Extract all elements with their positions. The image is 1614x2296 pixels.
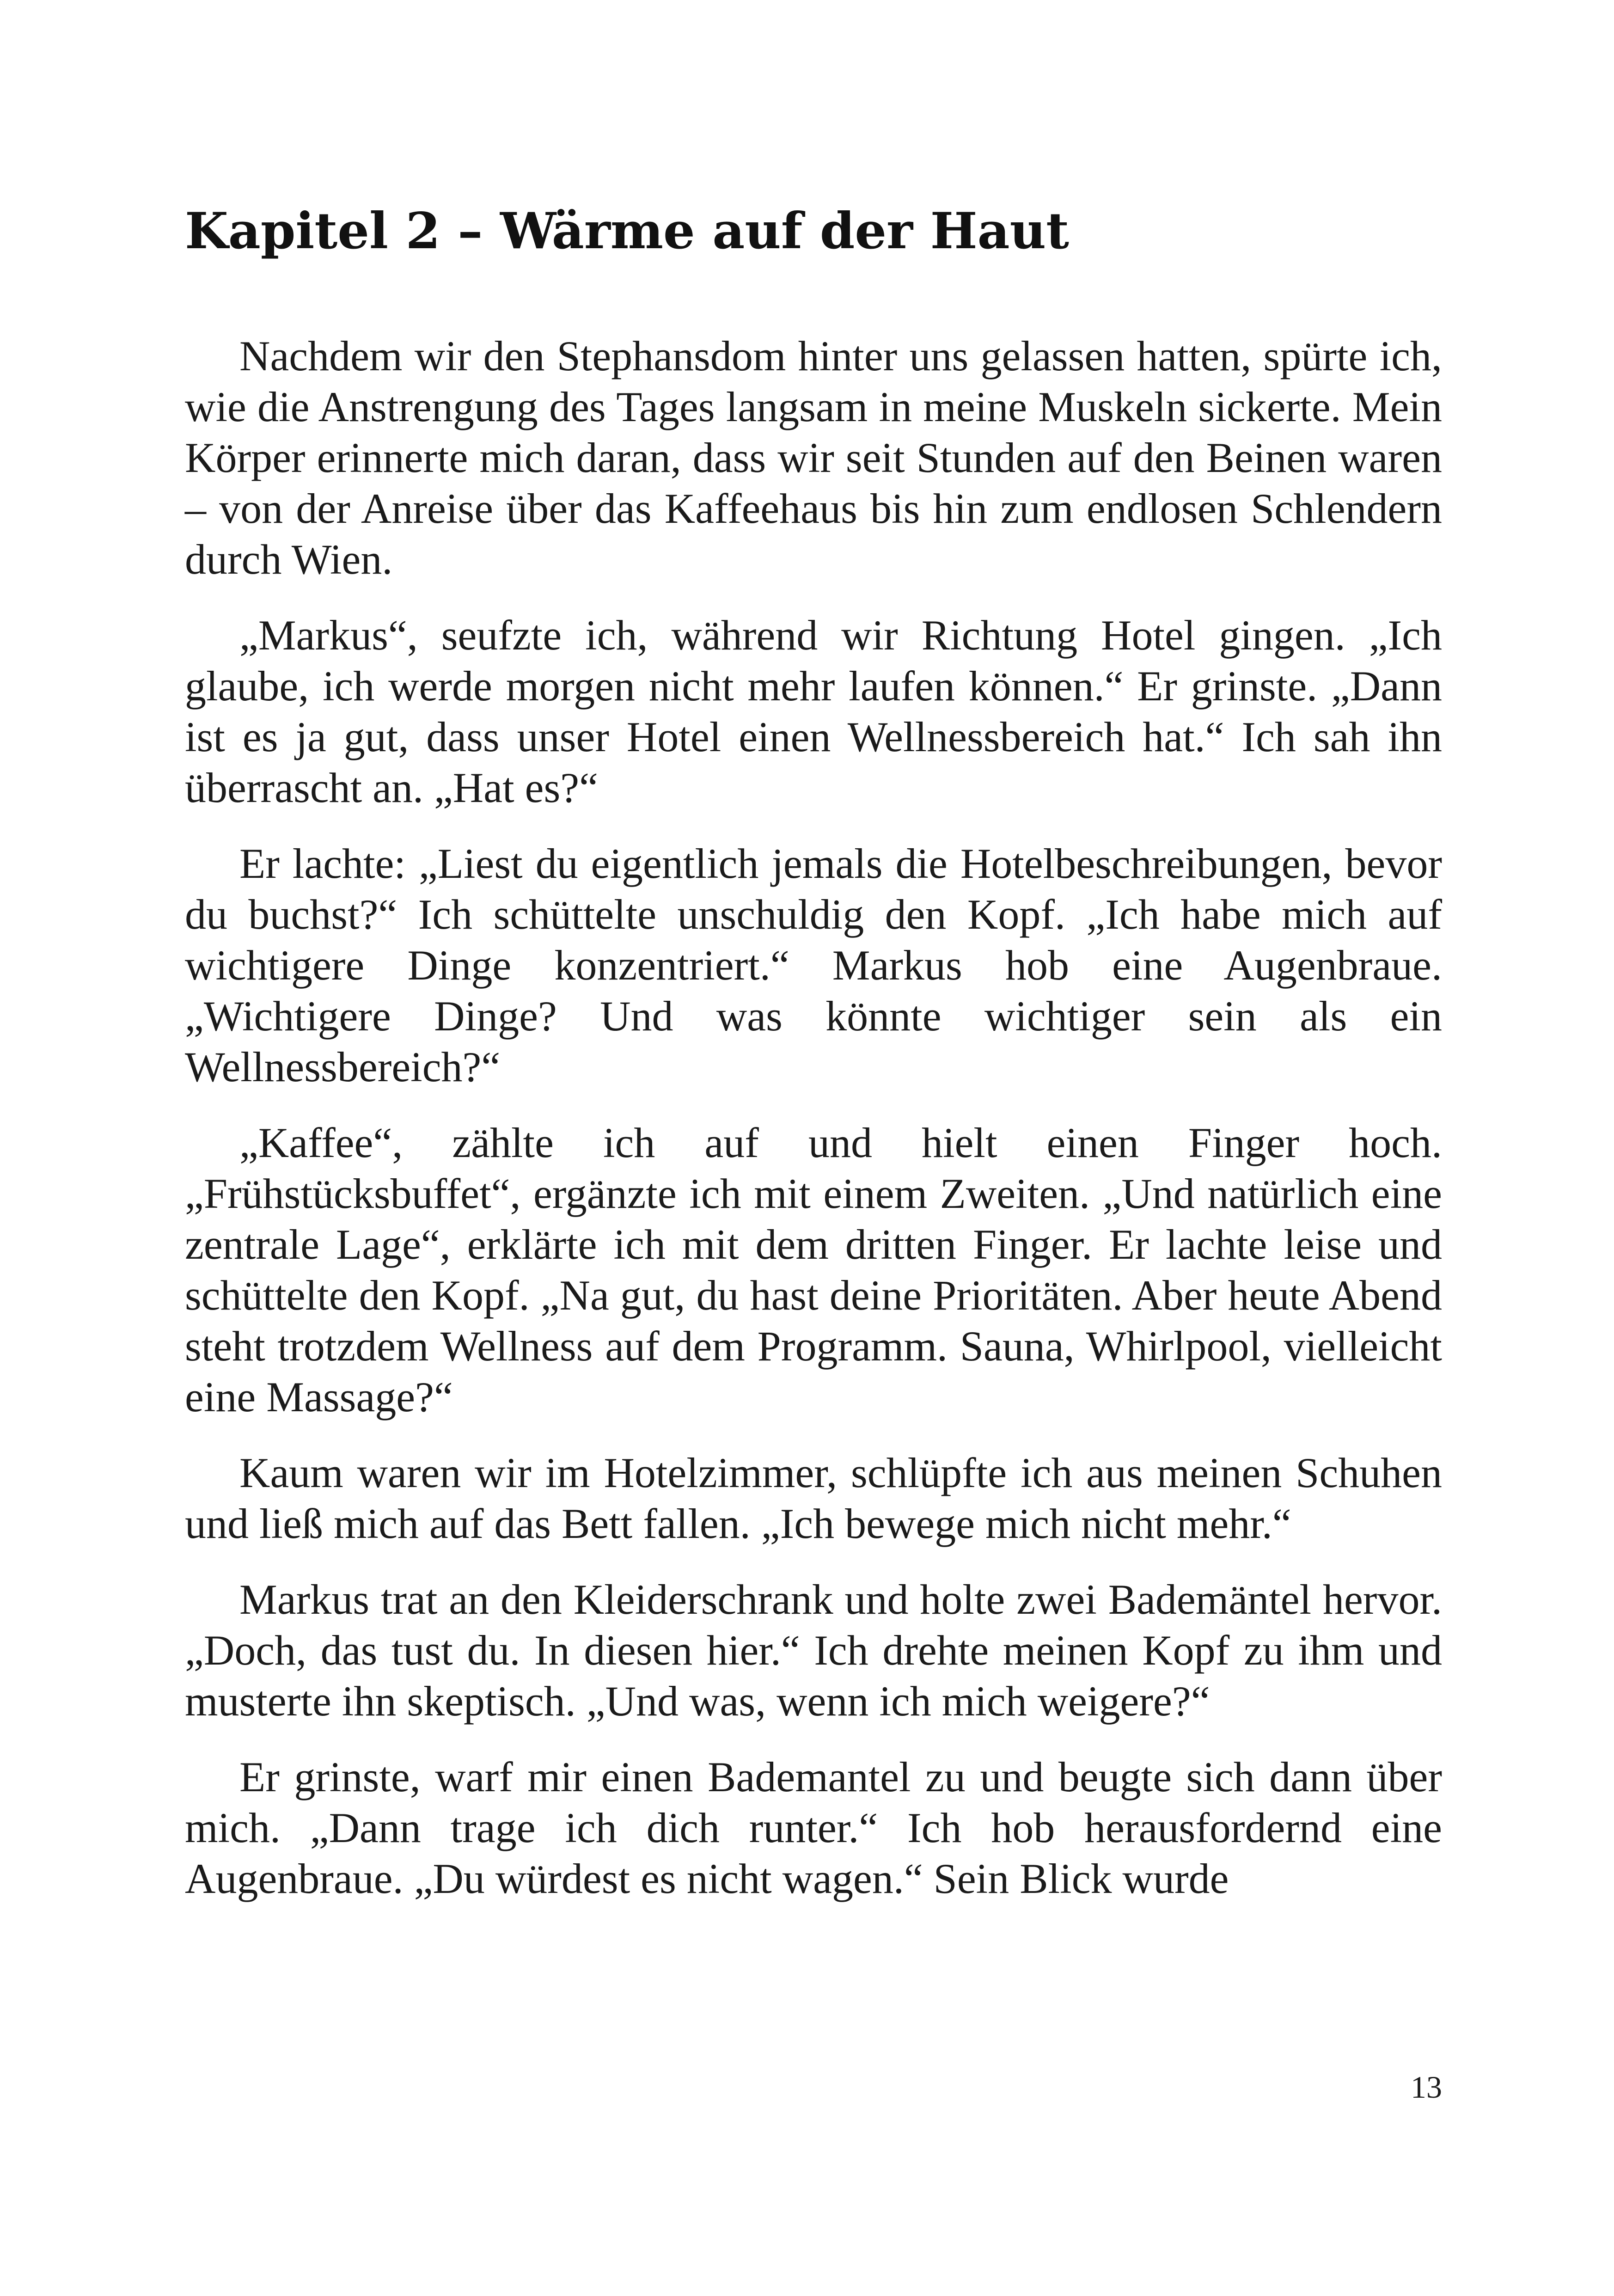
chapter-body [185,331,1442,1929]
paragraph-5: Kaum waren wir im Hotelzimmer, schlüpfte ich aus meinen Schuhen und ließ mich auf das Bett fallen. „Ich bewege mich nicht mehr.“ [185,1449,1442,1547]
paragraph-3: Er lachte: „Liest du eigentlich jemals die Hotelbeschreibungen, bevor du buchst?“ Ich schüttelte unschuldig den Kopf. „Ich habe mich auf wichtigere Dinge konzentriert.“ Markus hob eine Augenbraue. „Wichtigere Dinge? Und was könnte wichtiger sein als ein Wellnessbereich?“ [185,840,1442,1090]
chapter-title: Kapitel 2 – Wärme auf der Haut [185,202,1070,260]
paragraph-2: „Markus“, seufzte ich, während wir Richtung Hotel gingen. „Ich glaube, ich werde morgen nicht mehr laufen können.“ Er grinste. „Dann ist es ja gut, dass unser Hotel einen Wellnessbereich hat.“ Ich sah ihn überrascht an. „Hat es?“ [185,612,1442,811]
paragraph-4: „Kaffee“, zählte ich auf und hielt einen Finger hoch. „Frühstücksbuffet“, ergänzte ich mit einem Zweiten. „Und natürlich eine zentrale Lage“, erklärte ich mit dem dritten Finger. Er lachte leise und schüttelte den Kopf. „Na gut, du hast deine Prioritäten. Aber heute Abend steht trotzdem Wellness auf dem Programm. Sauna, Whirlpool, vielleicht eine Massage?“ [185,1119,1442,1420]
page-number: 13 [1411,2069,1442,2105]
paragraph-7: Er grinste, warf mir einen Bademantel zu und beugte sich dann über mich. „Dann trage ich dich runter.“ Ich hob herausfordernd eine Augenbraue. „Du würdest es nicht wagen.“ Sein Blick wurde [185,1753,1442,1902]
paragraph-6: Markus trat an den Kleiderschrank und holte zwei Bademäntel hervor. „Doch, das tust du. In diesen hier.“ Ich drehte meinen Kopf zu ihm und musterte ihn skeptisch. „Und was, wenn ich mich weigere?“ [185,1576,1442,1725]
paragraph-1: Nachdem wir den Stephansdom hinter uns gelassen hatten, spürte ich, wie die Anstrengung des Tages langsam in meine Muskeln sickerte. Mein Körper erinnerte mich daran, dass wir seit Stunden auf den Beinen waren – von der Anreise über das Kaffeehaus bis hin zum endlosen Schlendern durch Wien. [185,332,1442,583]
